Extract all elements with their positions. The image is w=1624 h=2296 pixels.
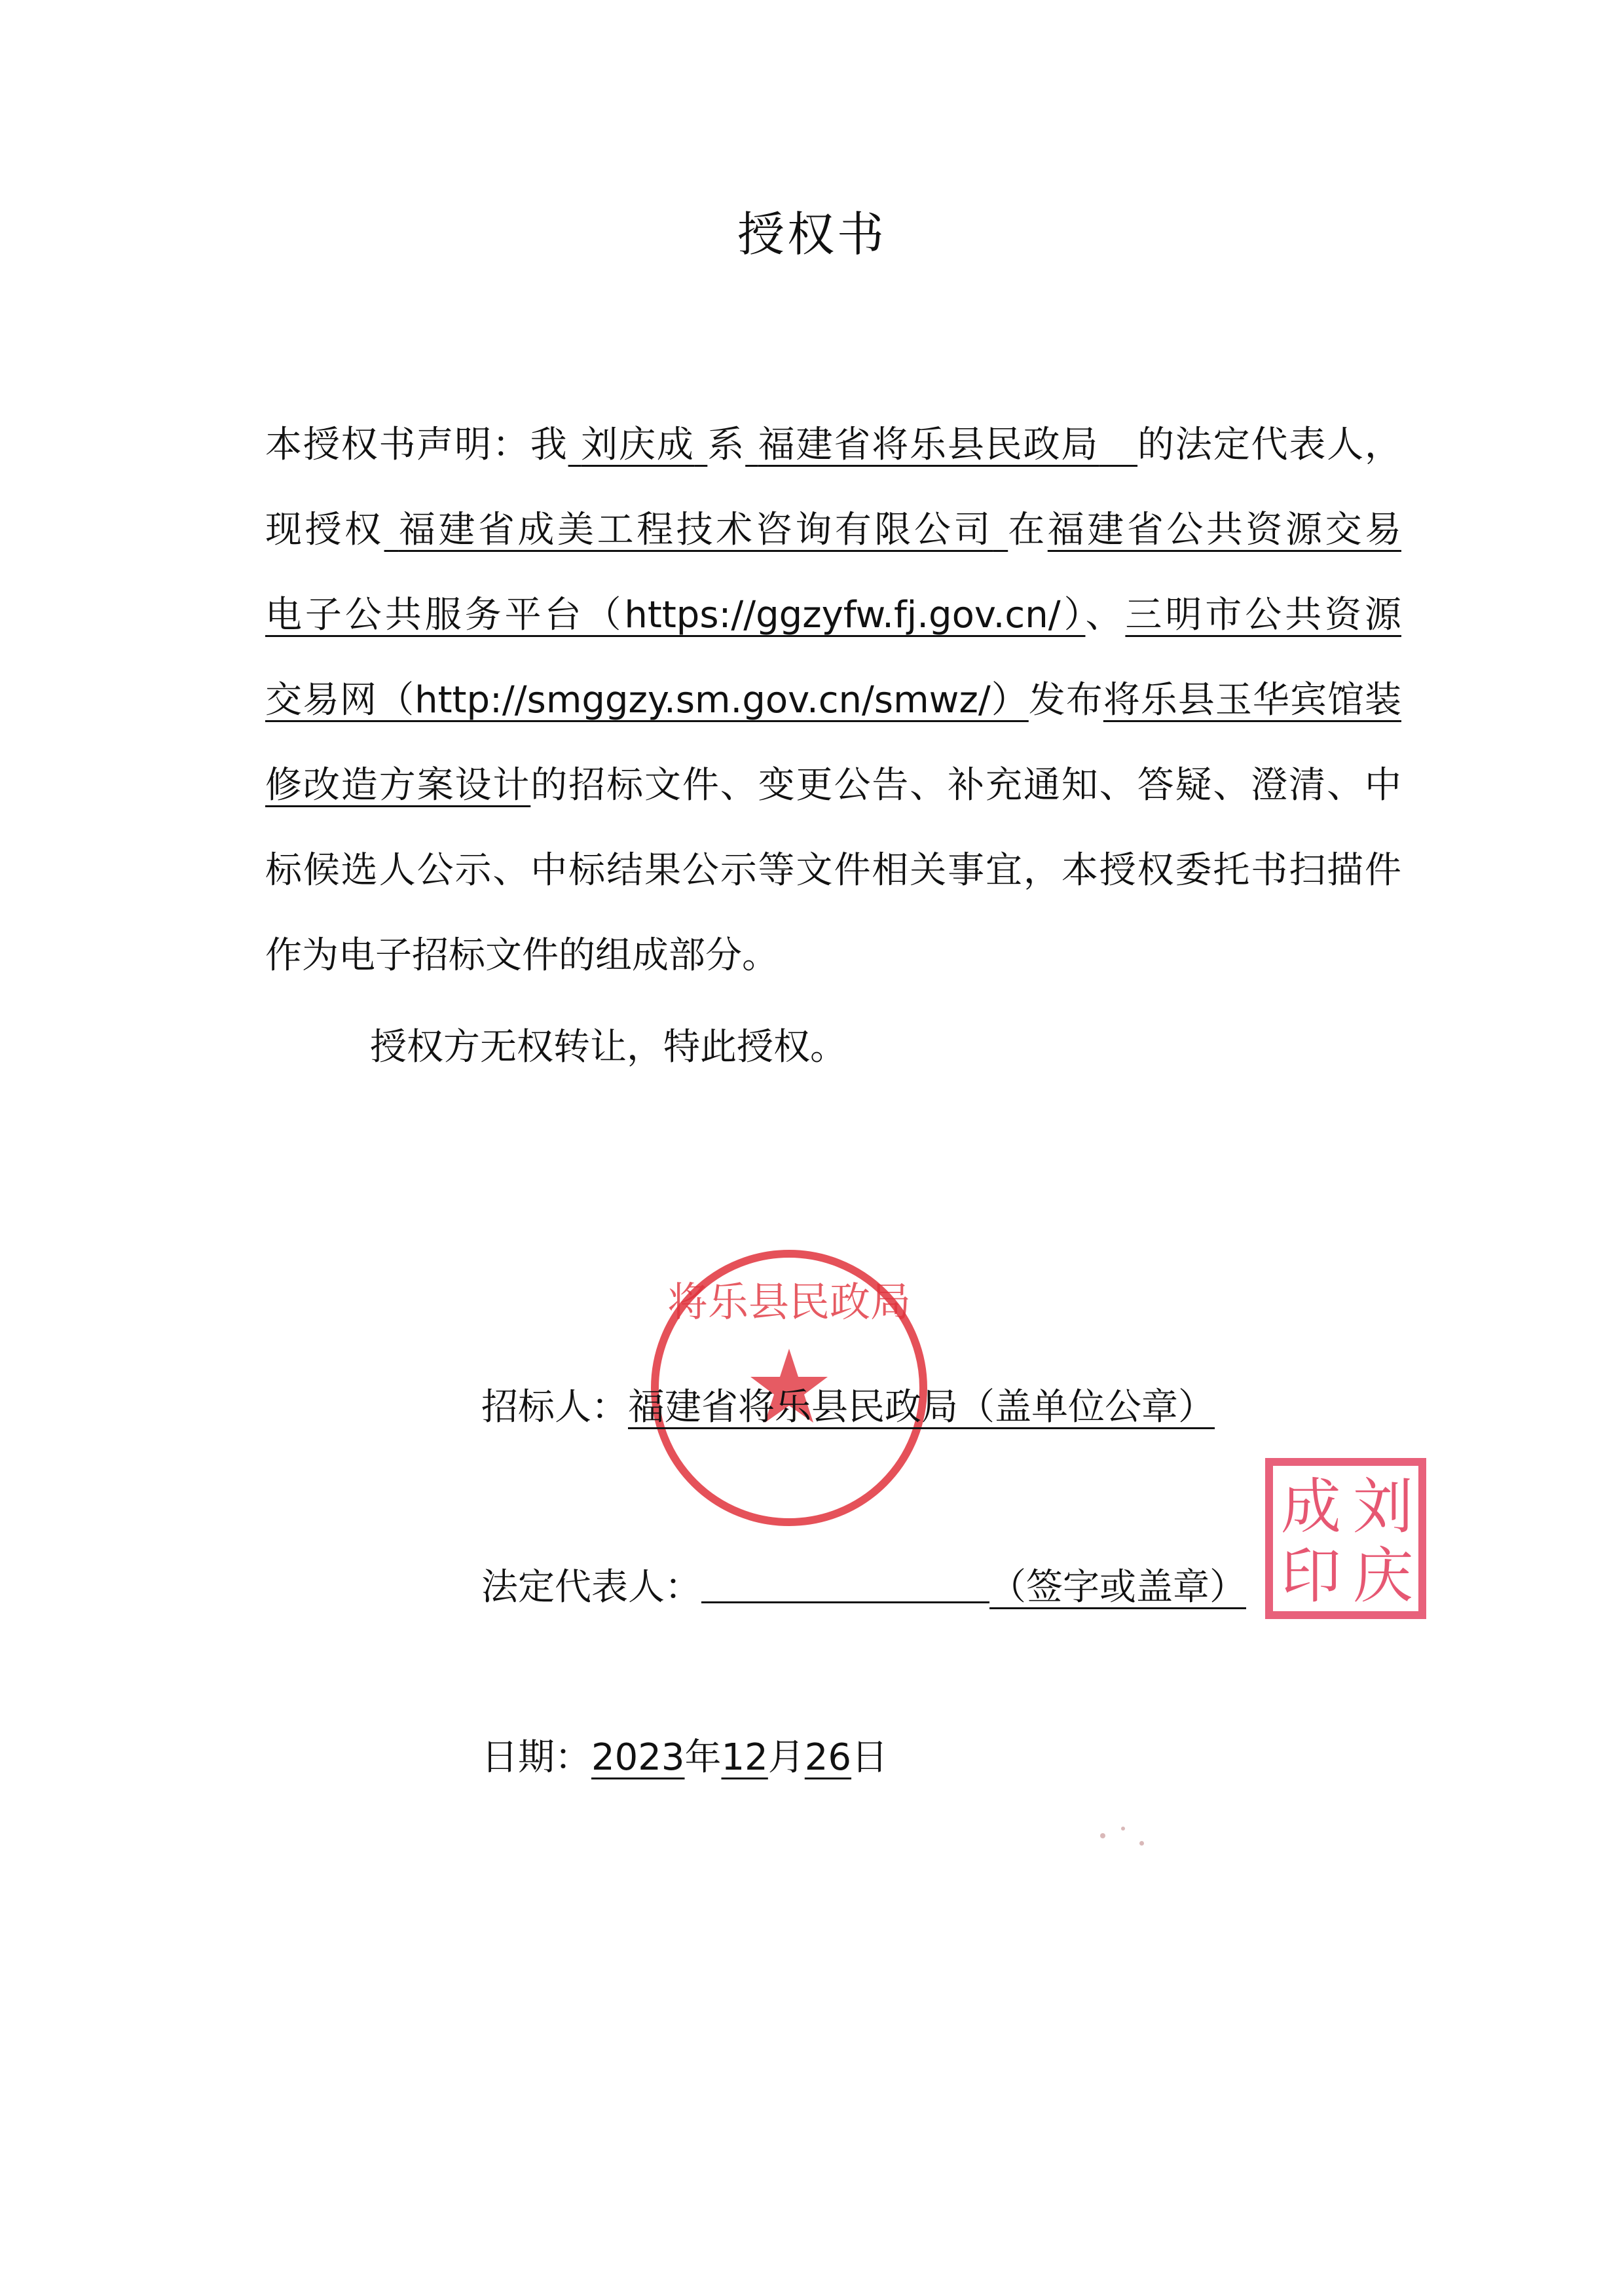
declaration-paragraph [265,403,1401,998]
paragraph-line-1 [265,403,1401,488]
date-day: 26 [804,1736,852,1779]
legal-rep-name-text: 刘庆成 [581,424,695,466]
authorized-agent-text: 福建省成美工程技术咨询有限公司 [398,509,993,551]
tenderer-label: 招标人： [481,1386,628,1429]
signature-blank[interactable] [701,1562,989,1603]
legal-rep-label: 法定代表人： [481,1566,701,1609]
line1-prefix: 本授权书声明：我 [265,424,568,466]
stamp-char-3: 成 [1280,1472,1342,1542]
date-month-unit: 月 [767,1736,805,1779]
line1-suffix: 的法定代表人， [1137,424,1401,466]
date-year: 2023 [591,1736,685,1779]
platform-name-part1: 福建省公共资源交易 [1047,509,1401,551]
paragraph-line-6: 标候选人公示、中标结果公示等文件相关事宜，本授权委托书扫描件 [265,849,1401,892]
closing-sentence: 授权方无权转让，特此授权。 [370,1026,847,1068]
paragraph-line-3 [265,573,1401,658]
scan-speck [1121,1827,1125,1831]
document-title: 授权书 [737,207,887,262]
platform2-name-part2: 交易网（http://smggzy.sm.gov.cn/smwz/） [265,679,1029,721]
line5-suffix: 的招标文件、变更公告、补充通知、答疑、澄清、中 [530,764,1401,807]
scan-speck [1139,1841,1144,1846]
date-day-unit: 日 [851,1736,889,1779]
date-month: 12 [721,1736,768,1779]
stamp-char-4: 印 [1280,1541,1342,1611]
personal-stamp-icon [1264,1457,1428,1620]
legal-rep-note: （签字或盖章） [989,1566,1246,1609]
paragraph-line-4 [265,658,1401,743]
date-line [481,1728,888,1781]
line2-mid: 在 [1008,509,1048,551]
seal-text: 将乐县民政局 [667,1278,912,1326]
platform2-name-part1: 三明市公共资源 [1125,594,1401,636]
scan-speck [1100,1833,1105,1838]
line2-prefix: 现授权 [265,509,384,551]
tenderer-line [481,1378,1215,1430]
paragraph-line-5 [265,743,1401,828]
paragraph-line-2 [265,488,1401,573]
line1-mid: 系 [707,424,746,466]
organization-name [745,424,1137,466]
stamp-char-1: 刘 [1352,1472,1414,1542]
stamp-char-2: 庆 [1352,1541,1414,1611]
date-label: 日期： [481,1736,591,1779]
legal-rep-line [481,1558,1246,1611]
line4-mid: 发布 [1028,679,1103,721]
organization-name-text: 福建省将乐县民政局 [758,424,1099,466]
authorized-agent [384,509,1008,551]
project-name-part2: 修改造方案设计 [265,764,531,807]
tenderer-value: 福建省将乐县民政局（盖单位公章） [628,1386,1215,1429]
date-year-unit: 年 [684,1736,722,1779]
line3-separator: 、 [1085,594,1126,636]
platform-name-part2: 电子公共服务平台（https://ggzyfw.fj.gov.cn/） [265,594,1086,636]
project-name-part1: 将乐县玉华宾馆装 [1103,679,1401,721]
paragraph-line-7: 作为电子招标文件的组成部分。 [265,934,779,977]
legal-rep-name [568,424,708,466]
